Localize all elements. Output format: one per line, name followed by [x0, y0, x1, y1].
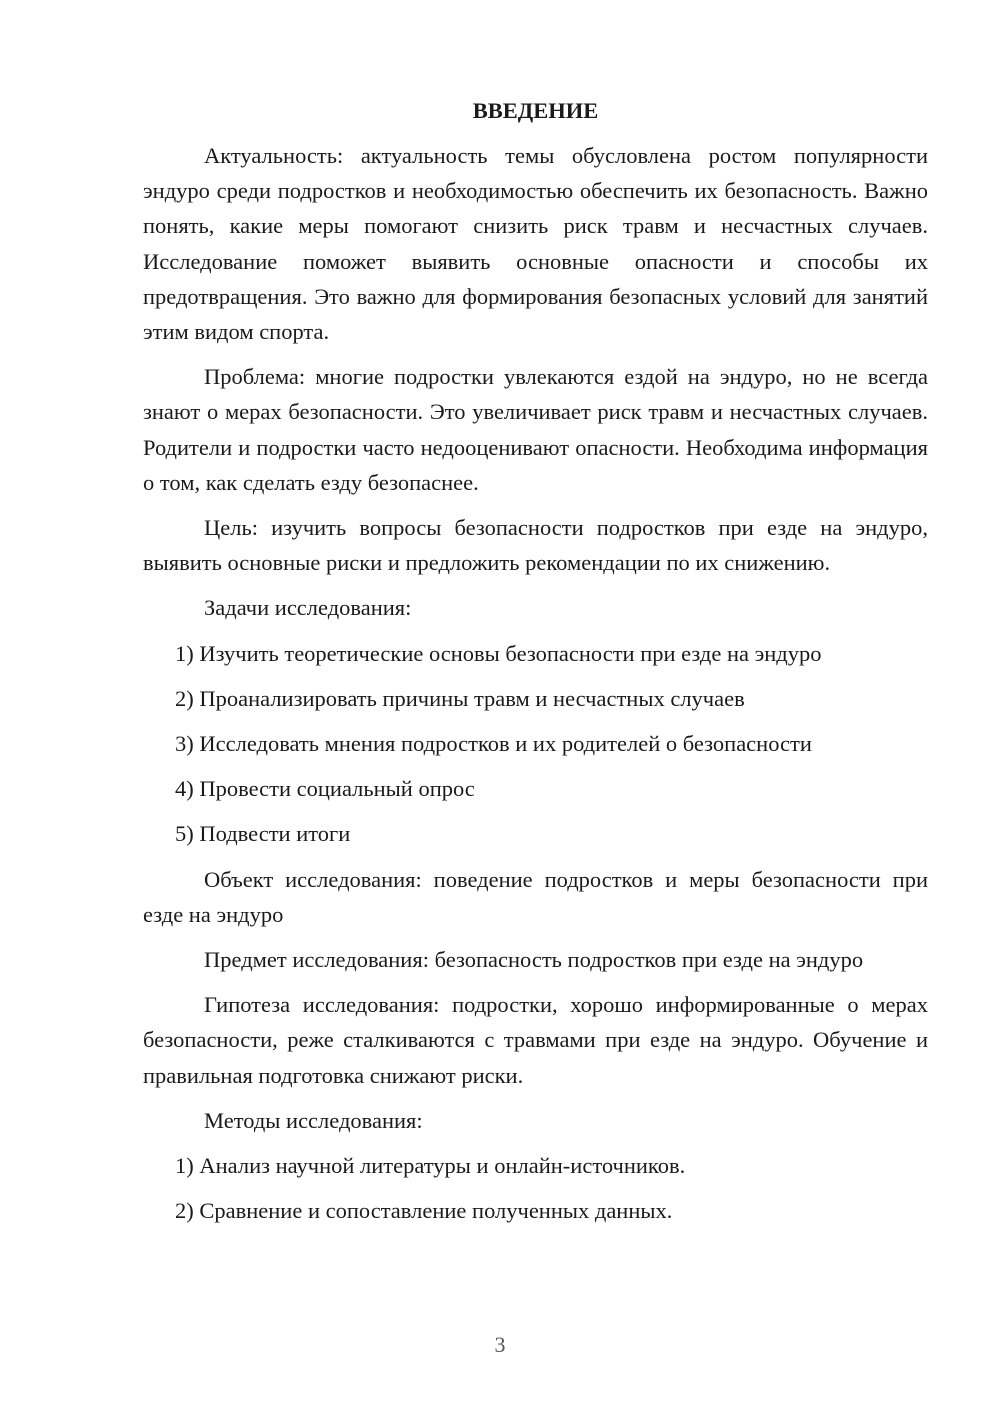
tasks-heading: Задачи исследования:	[204, 595, 412, 621]
methods-list	[143, 1148, 928, 1228]
object-paragraph: Объект исследования: поведение подростков и меры безопасности при езде на эндуро	[143, 866, 928, 927]
relevance-paragraph: Актуальность: актуальность темы обусловлена ростом популярности эндуро среди подростков и необходимостью обеспечить их безопасность. Важно понять, какие меры помогают снизить риск травм и несчастных случаев. Исследование поможет выявить основные опасности и способы их предотвращения. Это важно для формирования безопасных условий для занятий этим видом спорта.	[143, 143, 928, 345]
list-item: 4) Провести социальный опрос	[175, 776, 475, 802]
tasks-list	[143, 636, 928, 852]
list-item: 1) Изучить теоретические основы безопасности при езде на эндуро	[175, 640, 822, 666]
methods-heading: Методы исследования:	[204, 1107, 423, 1133]
list-item: 2) Проанализировать причины травм и несчастных случаев	[175, 685, 745, 711]
list-item: 2) Сравнение и сопоставление полученных данных.	[175, 1198, 673, 1224]
list-item: 5) Подвести итоги	[175, 821, 351, 847]
goal-paragraph: Цель: изучить вопросы безопасности подростков при езде на эндуро, выявить основные риски и предложить рекомендации по их снижению.	[143, 515, 928, 576]
list-item: 1) Анализ научной литературы и онлайн-источников.	[175, 1153, 686, 1179]
page-body	[143, 96, 928, 1238]
list-item: 3) Исследовать мнения подростков и их родителей о безопасности	[175, 731, 812, 757]
problem-paragraph: Проблема: многие подростки увлекаются ездой на эндуро, но не всегда знают о мерах безопасности. Это увеличивает риск травм и несчастных случаев. Родители и подростки часто недооценивают опасности. Необходима информация о том, как сделать езду безопаснее.	[143, 364, 928, 495]
hypothesis-paragraph: Гипотеза исследования: подростки, хорошо информированные о мерах безопасности, реже сталкиваются с травмами при езде на эндуро. Обучение и правильная подготовка снижают риски.	[143, 992, 928, 1088]
subject-paragraph: Предмет исследования: безопасность подростков при езде на эндуро	[204, 947, 864, 973]
page-number: 3	[494, 1332, 506, 1357]
section-title: ВВЕДЕНИЕ	[472, 98, 599, 123]
